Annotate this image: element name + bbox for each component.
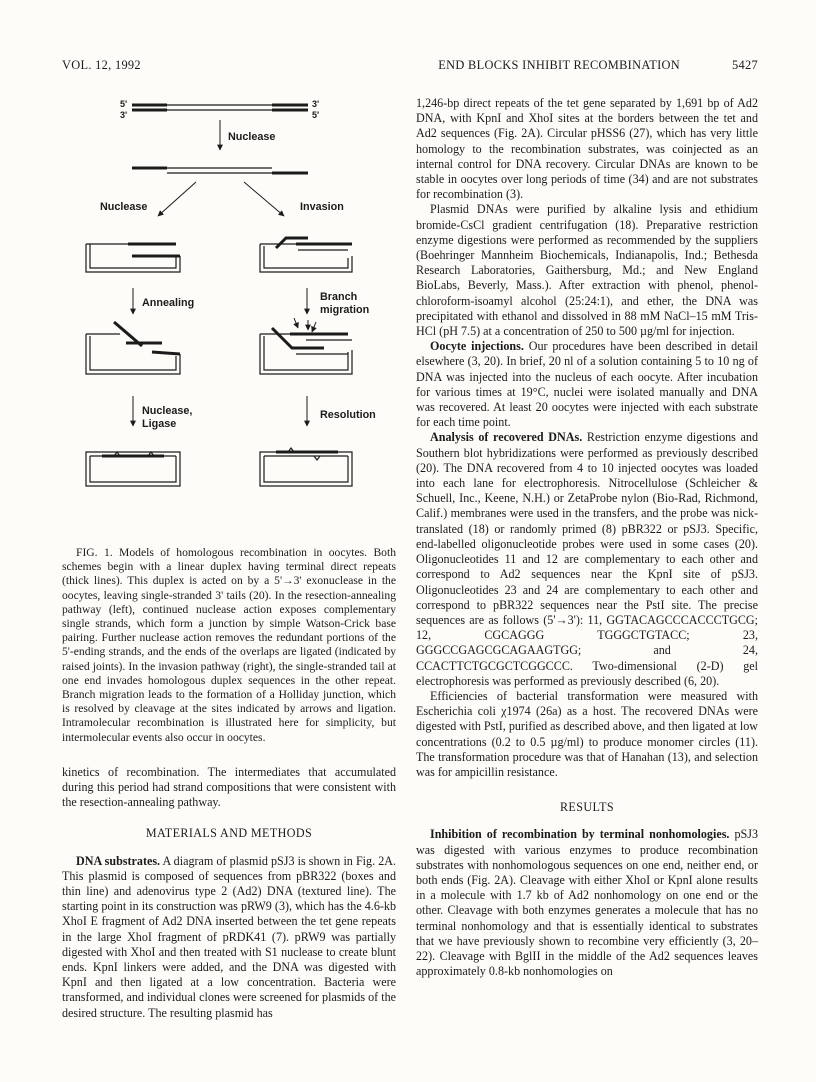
materials-methods-heading: MATERIALS AND METHODS — [145, 826, 313, 841]
left-column — [62, 546, 396, 1021]
label-resolution: Resolution — [320, 409, 376, 421]
running-header — [62, 58, 758, 78]
arrow-to-nuclease-path — [158, 182, 196, 216]
arrow-to-invasion-path — [244, 182, 284, 216]
label-5-right: 5' — [312, 110, 320, 120]
analysis-paragraph — [416, 430, 758, 688]
label-migration: migration — [320, 304, 370, 316]
resection-intermediate-1 — [86, 244, 180, 272]
label-nuclease-left: Nuclease — [100, 201, 148, 213]
label-annealing: Annealing — [142, 297, 195, 309]
results-heading: RESULTS — [559, 800, 615, 815]
dna-substrates-body: A diagram of plasmid pSJ3 is shown in Fig. 2A. This plasmid is composed of sequences from pBR322 (boxes and thin line) and adenovirus type 2 (Ad2) DNA (textured line). The starting point in its construction was pRW9 (3), which has the 4.6-kb XhoI E fragment of Ad2 DNA inserted between the tet gene repeats in the large XhoI fragment of pRDK41 (7). pRW9 was partially digested with XhoI and then treated with S1 nuclease to create blunt ends. KpnI linkers were added, and the DNA was digested with KpnI and then ligated at a low concentration. Bacteria were transformed, and individual clones were screened for plasmids of the desired structure. The resulting plasmid has — [62, 853, 397, 1020]
dna-substrates-heading: DNA substrates. — [76, 853, 161, 868]
label-nuclease-ligase-1: Nuclease, — [142, 405, 193, 417]
annealed-intermediate — [86, 322, 180, 374]
inhibition-paragraph — [416, 827, 758, 979]
right-column — [416, 96, 758, 979]
dna-substrates-paragraph — [62, 854, 396, 1021]
holliday-junction — [260, 318, 352, 374]
purification-paragraph: Plasmid DNAs were purified by alkaline lysis and ethidium bromide-CsCl gradient centrifugation (18). Preparative restriction enzyme digestions were performed as recommended by the suppliers (Boehringer Mannheim Biochemicals, Indianapolis, Ind.; Bethesda Research Laboratories, Gaithersburg, Md.; and New England BioLabs, Beverly, Mass.). After extraction with phenol, phenol-chloroform-isoamyl alcohol (25:24:1), and ether, the DNA was precipitated with ethanol and dissolved in 88 mM NaCl–15 mM Tris-HCl (pH 7.5) at a concentration of 250 to 500 µg/ml for injection. — [416, 202, 758, 339]
label-3-left: 3' — [120, 110, 128, 120]
analysis-heading: Analysis of recovered DNAs. — [430, 430, 583, 445]
page-number: 5427 — [732, 58, 758, 72]
kinetics-paragraph: kinetics of recombination. The intermediates that accumulated during this period had strand compositions that were consistent with the resection-annealing pathway. — [62, 764, 396, 810]
invasion-intermediate — [260, 238, 352, 272]
analysis-body: Restriction enzyme digestions and Southern blot hybridizations were performed as previously described (20). The DNA recovered from 4 to 10 injected oocytes was loaded into each lane for electrophoresis. Nitrocellulose (Schleicher & Schuell, Inc., Keene, N.H.) or ZetaProbe nylon (Bio-Rad, Richmond, Calif.) membranes were used in the transfers, and the probe was nick-translated (18) or randomly primed (8) pBR322 or pSJ3. Specific, end-labelled oligonucleotide probes were used in some cases (20). Oligonucleotides 11 and 12 are complementary to each other and correspond to Ad2 sequences near the KpnI site of pSJ3. Oligonucleotides 23 and 24 are complementary to each other and correspond to pBR322 sequences near the PstI site. The precise sequences are as follows (5'→3'): 11, GGTACAGCCCACCCTGCG; 12, CGCAGGG TGGGCTGTACC; 23, GGGCCGAGCGCAGAAGTGG; and 24, CCACTTCTGCGCTCGGCCC. Two-dimensional (2-D) gel electrophoresis was performed as previously described (6, 20). — [416, 430, 758, 688]
deletion-product-right — [260, 448, 352, 486]
label-3-right: 3' — [312, 99, 320, 109]
label-nuclease-top: Nuclease — [228, 131, 276, 143]
label-5-left: 5' — [120, 99, 128, 109]
inhibition-heading: Inhibition of recombination by terminal nonhomologies. — [430, 827, 730, 842]
label-nuclease-ligase-2: Ligase — [142, 418, 177, 430]
resected-duplex — [132, 168, 308, 173]
linear-duplex — [132, 105, 308, 110]
oocyte-paragraph — [416, 339, 758, 430]
oocyte-heading: Oocyte injections. — [430, 339, 524, 354]
deletion-product-left — [86, 452, 180, 486]
transformation-paragraph: Efficiencies of bacterial transformation were measured with Escherichia coli χ1974 (26a) as a host. The recovered DNAs were digested with PstI, purified as described above, and then ligated at low concentrations (0.2 to 0.5 µg/ml) to produce monomer circles (11). The transformation procedure was that of Hanahan (13), and selection was for ampicillin resistance. — [416, 688, 758, 779]
figure-1-caption: FIG. 1. Models of homologous recombination in oocytes. Both schemes begin with a linear duplex having terminal direct repeats (thick lines). This duplex is acted on by a 5'→3' exonuclease in the oocytes, leaving single-stranded 3' tails (20). In the resection-annealing pathway (left), continued nuclease action exposes complementary single strands, which form a junction by simple Watson-Crick base pairing. Further nuclease action removes the redundant portions of the 5'-ending strands, and the ends of the overlaps are ligated (indicated by raised joints). In the invasion pathway (right), the single-stranded tail at one end invades homologous duplex sequences in the other repeat. Branch migration leads to the formation of a Holliday junction, which is resolved by cleavage at the sites indicated by arrows and ligation. Intramolecular recombination is illustrated here for simplicity, but intermolecular events also occur in oocytes. — [62, 546, 396, 744]
label-branch: Branch — [320, 291, 358, 303]
plasmid-paragraph: 1,246-bp direct repeats of the tet gene separated by 1,691 bp of Ad2 DNA, with KpnI and XhoI sites at the borders between the tet and Ad2 sequences (Fig. 2A). Circular pHSS6 (27), which has very little homology to the recombination substrates, was coinjected as an internal control for DNA recovery. Circular DNAs are known to be stable in oocytes over long periods of time (34) and are not substrates for recombination (3). — [416, 96, 758, 202]
volume-year: VOL. 12, 1992 — [62, 58, 141, 72]
oocyte-body: Our procedures have been described in detail elsewhere (3, 20). In brief, 20 nl of a solution containing 5 to 10 ng of DNA was injected into the nucleus of each oocyte. After incubation for various times at 19°C, nuclei were isolated manually and DNA was recovered. At least 20 oocytes were injected with each substrate for each time point. — [416, 339, 758, 430]
inhibition-body: pSJ3 was digested with various enzymes to produce recombination substrates with nonhomologous sequences on one end, neither end, or both ends (Fig. 2A). Cleavage with either XhoI or KpnI alone results in a molecule with 1.7 kb of Ad2 nonhomology on one end or the other. Cleavage with both enzymes generates a molecule that has no terminal nonhomology and that is essentially identical to substrates that we have previously shown to recombine very efficiently (3, 20–22). Cleavage with BglII in the middle of the Ad2 sequences leaves approximately 0.8-kb nonhomologies on — [416, 827, 758, 979]
figure-1-diagram — [62, 96, 396, 536]
running-title: END BLOCKS INHIBIT RECOMBINATION — [438, 58, 680, 72]
label-invasion: Invasion — [300, 201, 344, 213]
